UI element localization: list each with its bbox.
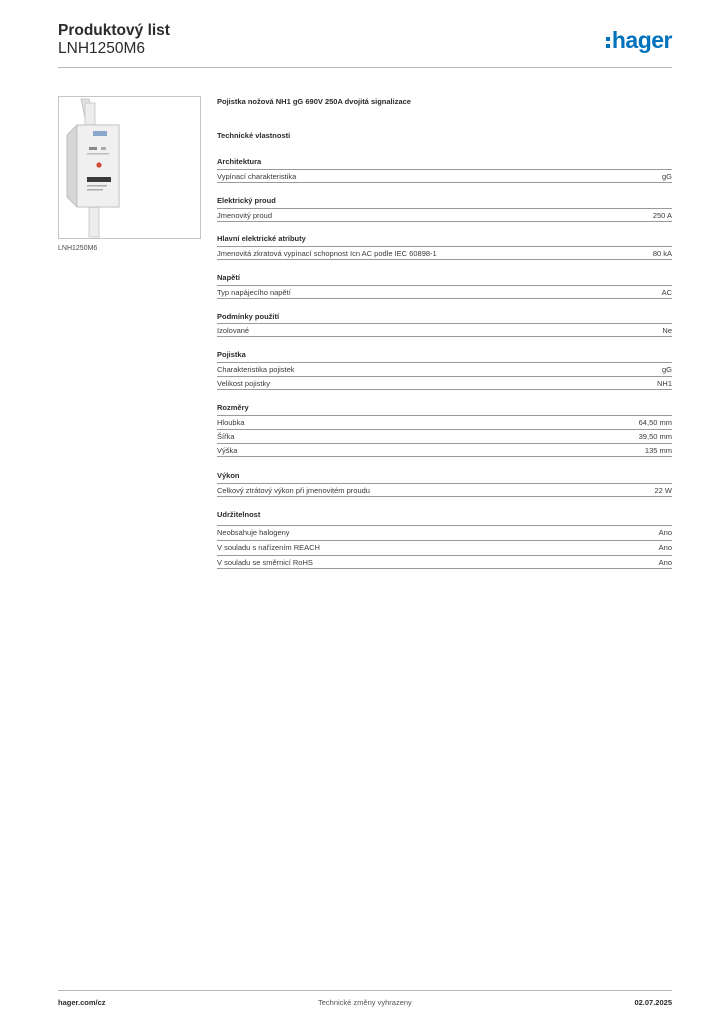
nh-fuse-photo-icon	[59, 97, 200, 238]
spec-label: Neobsahuje halogeny	[217, 528, 290, 537]
spec-value: Ne	[662, 325, 672, 335]
spec-row	[217, 246, 672, 260]
spec-label: Jmenovitý proud	[217, 210, 273, 220]
spec-row	[217, 555, 672, 569]
spec-label: Hloubka	[217, 418, 245, 427]
spec-row	[217, 376, 672, 390]
spec-value: 135 mm	[644, 445, 672, 455]
spec-value: 64,50 mm	[638, 418, 672, 427]
header-divider	[58, 67, 672, 68]
spec-row	[217, 443, 672, 457]
logo-dots-icon	[606, 37, 610, 48]
spec-row	[217, 362, 672, 376]
section-title: Výkon	[217, 471, 240, 480]
spec-value: Ano	[658, 543, 672, 552]
section-title: Architektura	[217, 157, 262, 166]
spec-value: Ano	[658, 528, 672, 537]
footer-note: Technické změny vyhrazeny	[318, 998, 412, 1007]
section-title: Elektrický proud	[217, 196, 276, 205]
spec-value: gG	[661, 171, 672, 181]
logo-text: hager	[611, 27, 672, 53]
spec-value: AC	[661, 287, 672, 297]
footer-divider	[58, 990, 672, 991]
section-title: Podmínky použití	[217, 312, 280, 321]
spec-label: Vypínací charakteristika	[217, 171, 297, 181]
section-title: Pojistka	[217, 350, 246, 359]
section-title: Hlavní elektrické atributy	[217, 234, 306, 243]
spec-row	[217, 415, 672, 429]
spec-label: Šířka	[217, 432, 235, 441]
spec-row	[217, 525, 672, 539]
spec-value: 80 kA	[652, 248, 672, 258]
section-title: Rozměry	[217, 403, 249, 412]
spec-label: Izolované	[217, 325, 250, 335]
spec-label: Charakteristika pojistek	[217, 365, 295, 374]
spec-label: Celkový ztrátový výkon při jmenovitém proudu	[217, 485, 370, 495]
spec-value: NH1	[656, 378, 672, 388]
spec-label: Velikost pojistky	[217, 378, 270, 388]
spec-value: Ano	[658, 557, 672, 567]
product-code: LNH1250M6	[58, 40, 146, 57]
spec-label: Typ napájecího napětí	[217, 287, 291, 297]
spec-value: 250 A	[652, 210, 672, 220]
spec-label: Jmenovitá zkratová vypínací schopnost Icn AC podle IEC 60898-1	[217, 248, 437, 258]
spec-row	[217, 483, 672, 497]
spec-row	[217, 540, 672, 554]
spec-row	[217, 169, 672, 183]
hager-logo	[606, 29, 672, 52]
spec-label: V souladu s nařízením REACH	[217, 543, 320, 552]
spec-row	[217, 208, 672, 222]
spec-row	[217, 285, 672, 299]
footer-website: hager.com/cz	[58, 998, 106, 1007]
spec-value: 22 W	[654, 485, 672, 495]
product-description: Pojistka nožová NH1 gG 690V 250A dvojitá signalizace	[217, 97, 411, 106]
spec-label: Výška	[217, 445, 238, 455]
document-title: Produktový list	[58, 22, 170, 39]
tech-heading: Technické vlastnosti	[217, 131, 291, 140]
image-caption: LNH1250M6	[58, 245, 98, 252]
spec-label: V souladu se směrnicí RoHS	[217, 557, 313, 567]
footer-date: 02.07.2025	[634, 998, 672, 1007]
section-title: Udržitelnost	[217, 510, 261, 519]
spec-value: gG	[661, 365, 672, 374]
spec-row	[217, 429, 672, 443]
spec-row	[217, 323, 672, 337]
spec-value: 39,50 mm	[638, 432, 672, 441]
product-image	[58, 96, 201, 239]
section-title: Napětí	[217, 273, 240, 282]
